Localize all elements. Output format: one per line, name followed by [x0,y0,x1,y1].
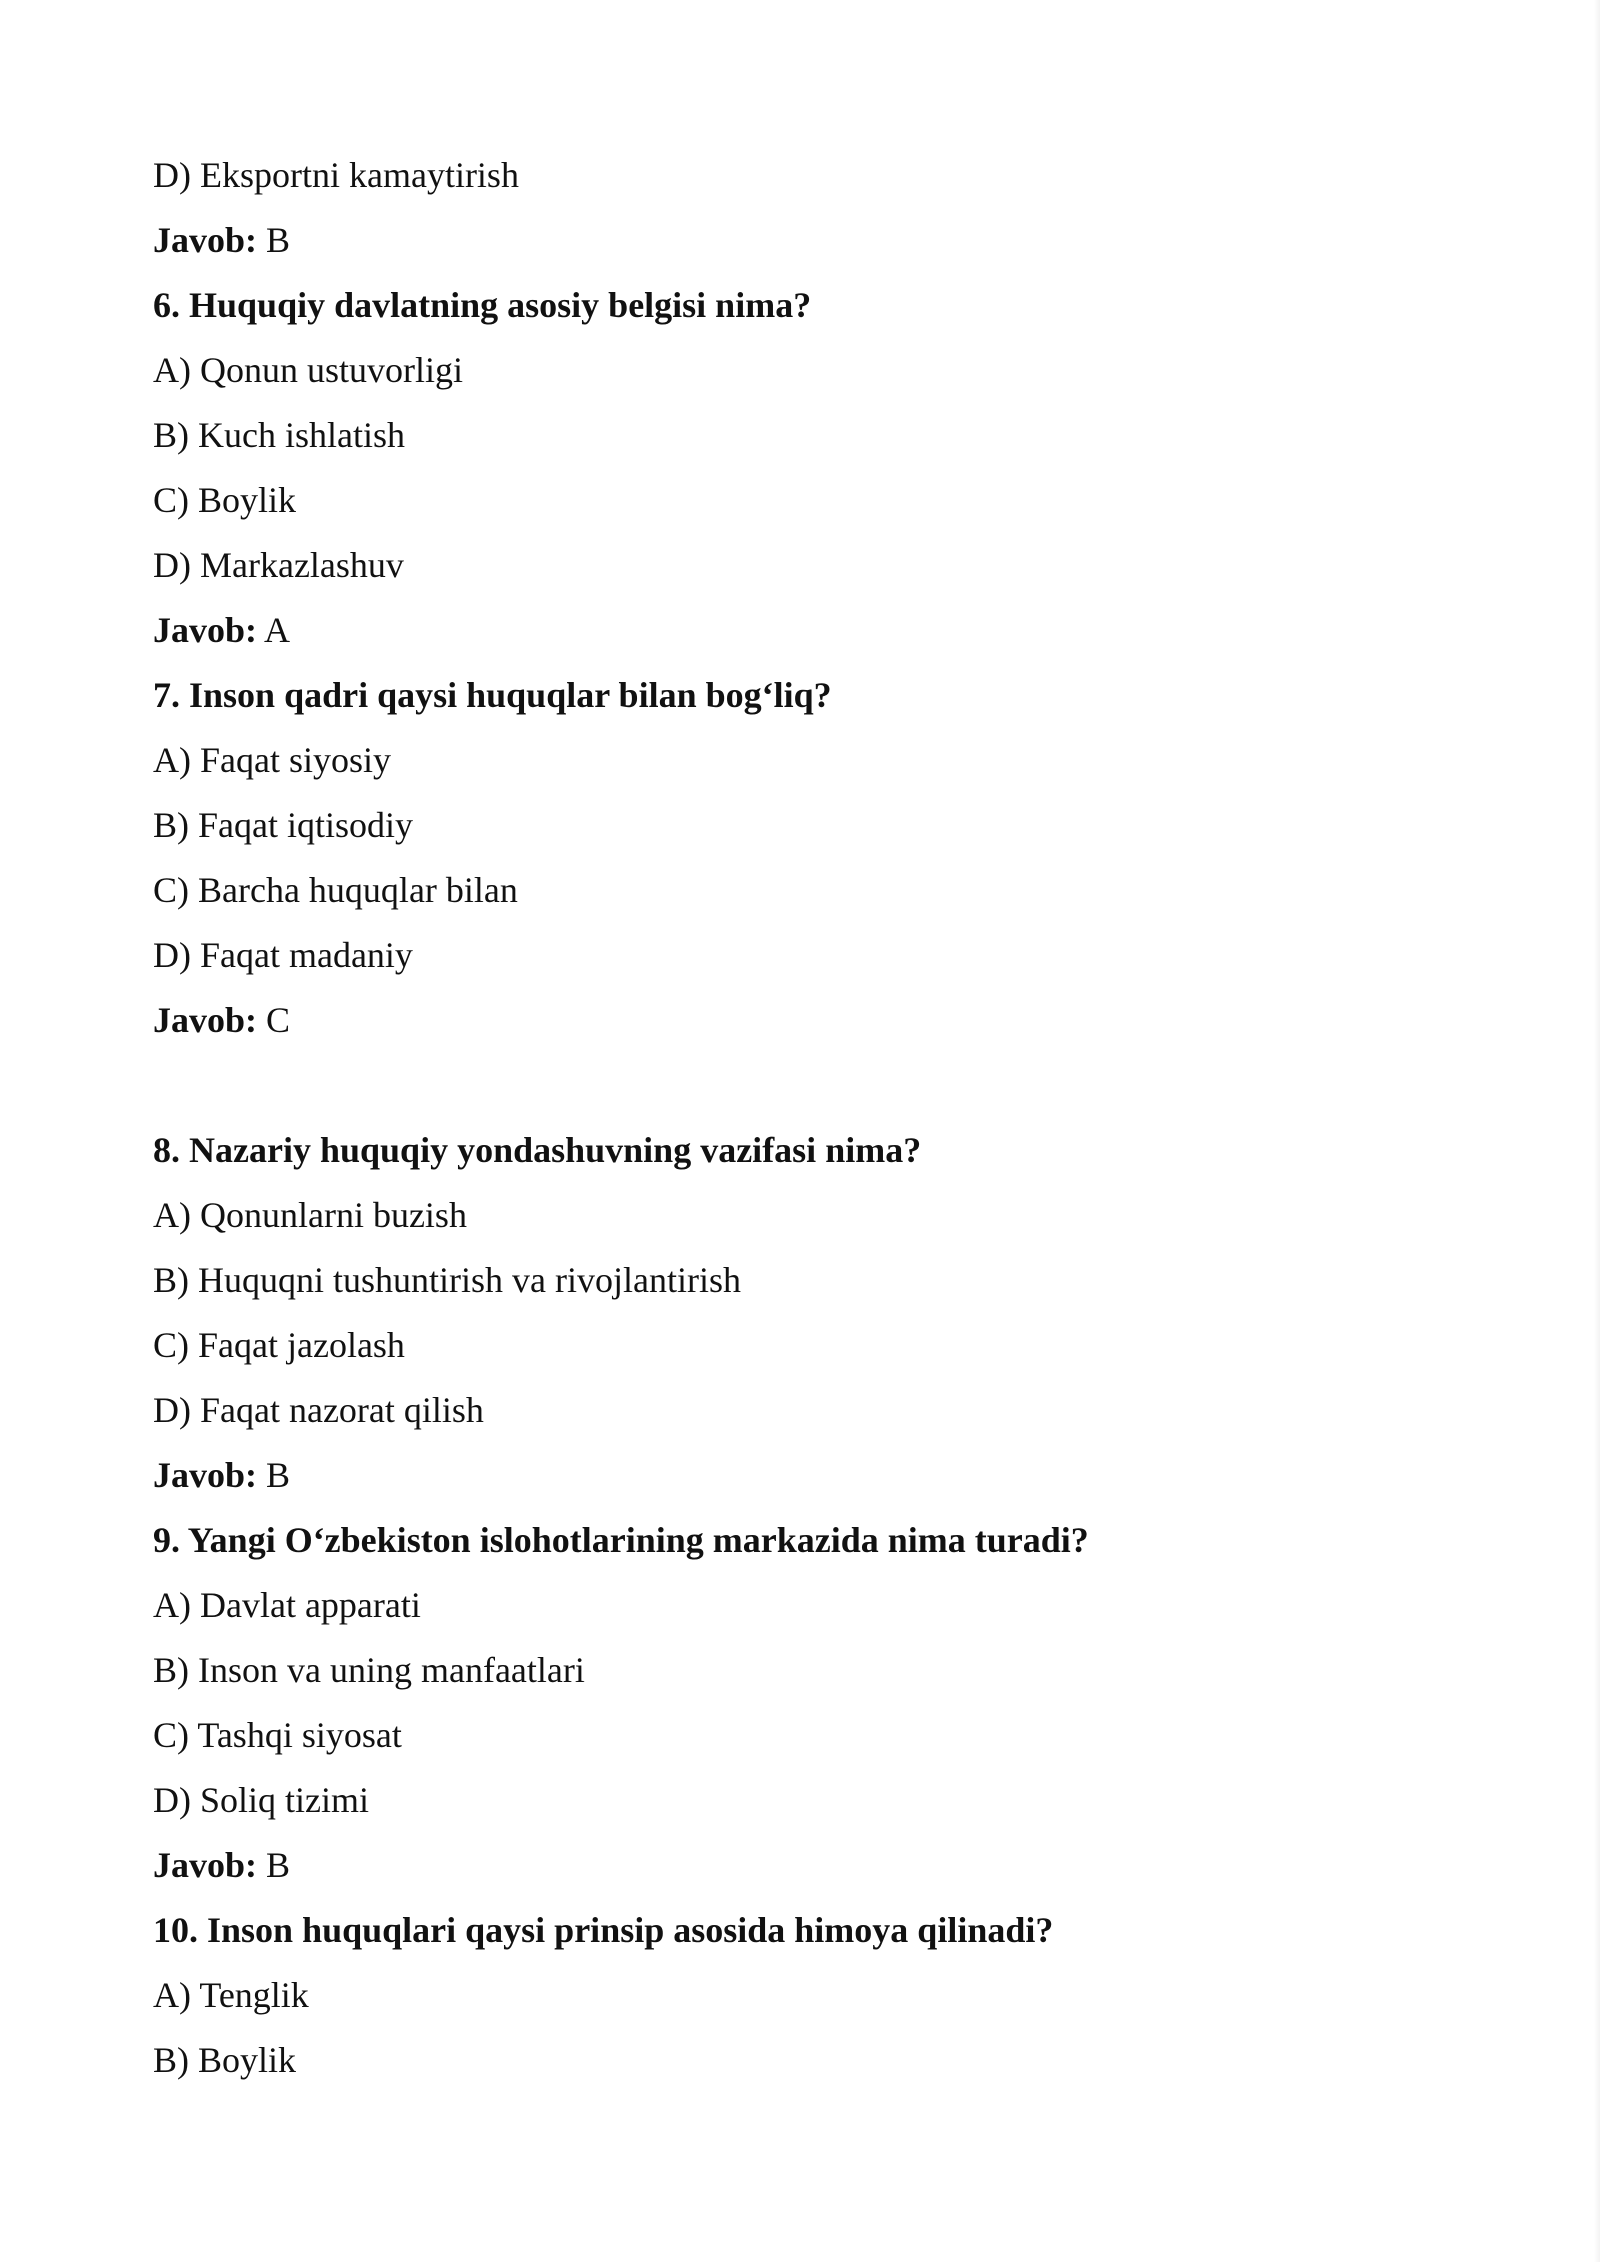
option-text: B) Huquqni tushuntirish va rivojlantirish [153,1260,741,1300]
option-text: A) Davlat apparati [153,1585,421,1625]
answer-line [153,995,1453,1060]
option-text: D) Soliq tizimi [153,1780,369,1820]
answer-value: B [266,1845,291,1885]
option-text: A) Qonun ustuvorligi [153,350,463,390]
question-heading: 6. Huquqiy davlatning asosiy belgisi nima? [153,285,812,325]
answer-label: Javob: [153,220,258,260]
question-heading: 7. Inson qadri qaysi huquqlar bilan bog‘liq? [153,675,832,715]
answer-label: Javob: [153,1000,258,1040]
answer-value: A [264,610,291,650]
option-text: C) Faqat jazolash [153,1325,405,1365]
quiz-content [153,150,1453,2100]
option-text: C) Barcha huquqlar bilan [153,870,518,910]
option-text: B) Inson va uning manfaatlari [153,1650,585,1690]
option-text: D) Faqat nazorat qilish [153,1390,484,1430]
option-text: D) Markazlashuv [153,545,404,585]
answer-value: B [266,1455,291,1495]
answer-label: Javob: [153,610,258,650]
option-text: B) Faqat iqtisodiy [153,805,413,845]
option-text: D) Faqat madaniy [153,935,413,975]
option-text: C) Tashqi siyosat [153,1715,402,1755]
option-text: A) Qonunlarni buzish [153,1195,467,1235]
option-text: A) Faqat siyosiy [153,740,391,780]
answer-line [153,1840,1453,1905]
answer-label: Javob: [153,1455,258,1495]
question-heading: 10. Inson huquqlari qaysi prinsip asosida himoya qilinadi? [153,1910,1054,1950]
blank-line [153,1060,1453,1125]
answer-value: B [266,220,291,260]
answer-line [153,1450,1453,1515]
option-text: B) Boylik [153,2040,297,2080]
answer-line [153,215,1453,280]
option-text: A) Tenglik [153,1975,309,2015]
option-text: B) Kuch ishlatish [153,415,405,455]
option-text: D) Eksportni kamaytirish [153,155,519,195]
question-heading: 8. Nazariy huquqiy yondashuvning vazifasi nima? [153,1130,922,1170]
page-edge-shadow [1594,0,1600,2262]
answer-value: C [266,1000,291,1040]
question-heading: 9. Yangi O‘zbekiston islohotlarining markazida nima turadi? [153,1520,1089,1560]
option-text: C) Boylik [153,480,297,520]
answer-line [153,605,1453,670]
answer-label: Javob: [153,1845,258,1885]
